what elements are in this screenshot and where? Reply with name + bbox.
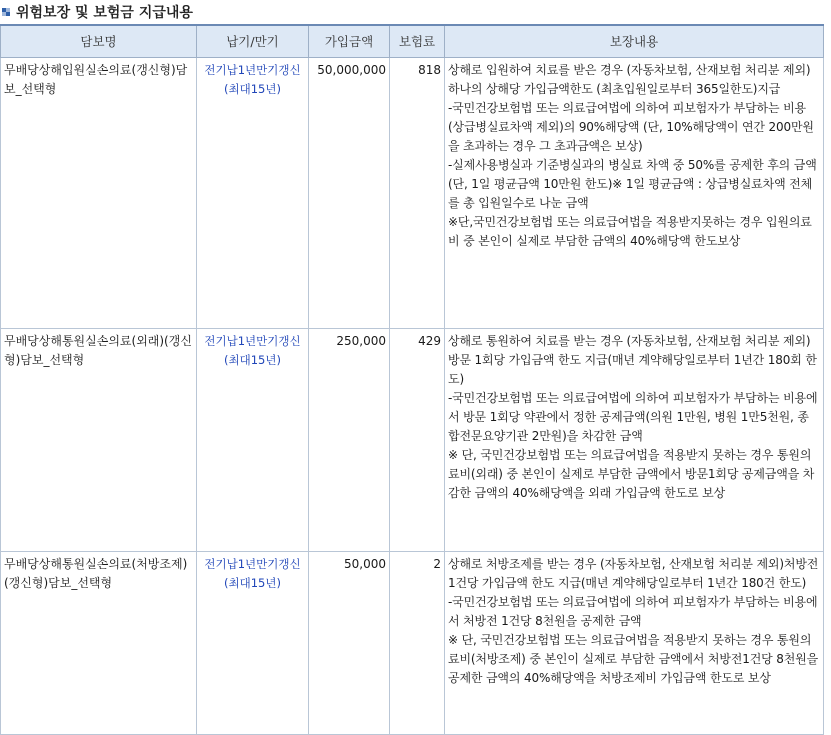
coverage-name-cell: 무배당상해통원실손의료(외래)(갱신형)담보_선택형 [1, 329, 197, 552]
detail-line: ※단,국민건강보험법 또는 의료급여법을 적용받지못하는 경우 입원의료비 중 본인이 실제로 부담한 금액의 40%해당액 한도보상 [448, 215, 812, 248]
header-premium: 보험료 [390, 25, 445, 58]
header-amount: 가입금액 [309, 25, 390, 58]
detail-line: 상해로 통원하여 치료를 받는 경우 (자동차보험, 산재보험 처리분 제외)방문 1회당 가입금액 한도 지급(매년 계약해당일로부터 1년간 180회 한도) [448, 334, 817, 386]
detail-line: -국민건강보험법 또는 의료급여법에 의하여 피보험자가 부담하는 비용(상급병실료차액 제외)의 90%해당액 (단, 10%해당액이 연간 200만원을 초과하는 경우 그 초과금액은 보상) [448, 101, 814, 153]
detail-line: 상해로 입원하여 치료를 받은 경우 (자동차보험, 산재보험 처리분 제외)하나의 상해당 가입금액한도 (최초입원일로부터 365일한도)지급 [448, 63, 811, 96]
table-row [1, 329, 824, 552]
detail-line: -국민건강보험법 또는 의료급여법에 의하여 피보험자가 부담하는 비용에서 처방전 1건당 8천원을 공제한 금액 [448, 595, 818, 628]
section-title [0, 0, 193, 24]
amount-cell: 50,000,000 [309, 58, 390, 329]
term-cell: 전기납1년만기갱신(최대15년) [197, 58, 309, 329]
table-row [1, 552, 824, 735]
detail-line: -실제사용병실과 기준병실과의 병실료 차액 중 50%를 공제한 후의 금액(단, 1일 평균금액 10만원 한도)※ 1일 평균금액 : 상급병실료차액 전체를 총 입원일수로 나눈 금액 [448, 158, 817, 210]
detail-line: 상해로 처방조제를 받는 경우 (자동차보험, 산재보험 처리분 제외)처방전 1건당 가입금액 한도 지급(매년 계약해당일로부터 1년간 180건 한도) [448, 557, 819, 590]
premium-cell: 818 [390, 58, 445, 329]
section-title-text: 위험보장 및 보험금 지급내용 [16, 5, 193, 21]
amount-cell: 250,000 [309, 329, 390, 552]
amount-cell: 50,000 [309, 552, 390, 735]
premium-cell: 2 [390, 552, 445, 735]
detail-line: ※ 단, 국민건강보험법 또는 의료급여법을 적용받지 못하는 경우 통원의료비(외래) 중 본인이 실제로 부담한 금액에서 방문1회당 공제금액을 차감한 금액의 40%해당액을 외래 가입금액 한도로 보상 [448, 448, 815, 500]
premium-cell: 429 [390, 329, 445, 552]
coverage-name-cell: 무배당상해통원실손의료(처방조제)(갱신형)담보_선택형 [1, 552, 197, 735]
detail-cell [445, 552, 824, 735]
detail-cell [445, 329, 824, 552]
term-cell: 전기납1년만기갱신(최대15년) [197, 552, 309, 735]
header-term: 납기/만기 [197, 25, 309, 58]
header-coverage-name: 담보명 [1, 25, 197, 58]
detail-cell [445, 58, 824, 329]
detail-line: -국민건강보험법 또는 의료급여법에 의하여 피보험자가 부담하는 비용에서 방문 1회당 약관에서 정한 공제금액(의원 1만원, 병원 1만5천원, 종합전문요양기관 2만원)을 차감한 금액 [448, 391, 818, 443]
header-detail: 보장내용 [445, 25, 824, 58]
detail-line: ※ 단, 국민건강보험법 또는 의료급여법을 적용받지 못하는 경우 통원의료비(처방조제) 중 본인이 실제로 부담한 금액에서 처방전1건당 8천원을 공제한 금액의 40%해당액을 처방조제비 가입금액 한도로 보상 [448, 633, 819, 685]
term-cell: 전기납1년만기갱신(최대15년) [197, 329, 309, 552]
coverage-name-cell: 무배당상해입원실손의료(갱신형)담보_선택형 [1, 58, 197, 329]
table-row [1, 58, 824, 329]
coverage-table [0, 24, 824, 735]
square-bullet-icon [2, 8, 10, 16]
table-header-row [1, 25, 824, 58]
